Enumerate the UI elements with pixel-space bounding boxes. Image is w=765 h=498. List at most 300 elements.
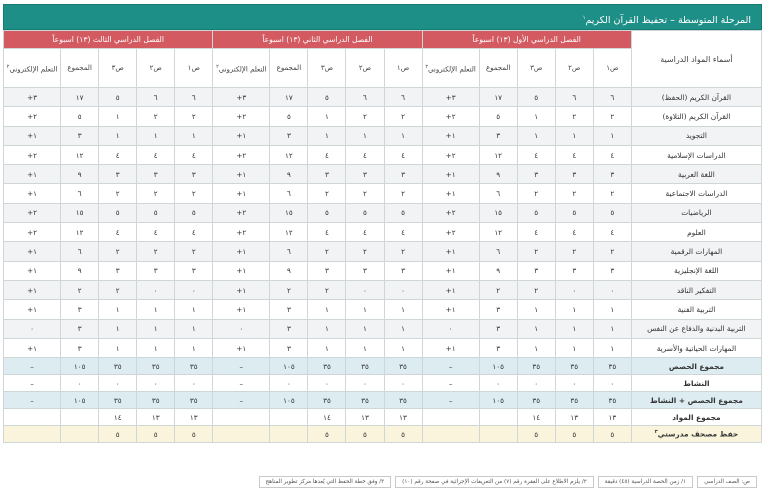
cell-sem1-g3: ٠	[517, 375, 555, 392]
cell-sem3-total: ٩	[61, 261, 99, 280]
cell-sem3-g3: ٠	[99, 375, 137, 392]
subject-row	[4, 319, 762, 338]
col-header-g2: ص٢	[137, 49, 175, 88]
cell-sem1-g3: ٥	[517, 426, 555, 443]
col-header-g1: ص١	[384, 49, 422, 88]
cell-sem1-g3: ٢	[517, 280, 555, 299]
cell-sem3-g2: ٥	[137, 203, 175, 222]
cell-sem1-g1: ٣٥	[593, 392, 631, 409]
cell-sem2-total: ١٠٥	[270, 392, 308, 409]
cell-sem3-g2: ٥	[137, 426, 175, 443]
cell-sem3-elearning: ٢+	[4, 145, 61, 164]
cell-sem2-elearning	[213, 409, 270, 426]
footnote: ٣/ وفق خطة الحفظ التي يُعدها مركز تطوير المناهج	[259, 476, 392, 488]
cell-sem1-total: ٣	[479, 126, 517, 145]
subject-name: القرآن الكريم (التلاوة)	[631, 107, 761, 126]
cell-sem3-g1: ٢	[175, 242, 213, 261]
col-header-elearning	[213, 49, 270, 88]
cell-sem1-g2: ١٣	[555, 409, 593, 426]
cell-sem1-elearning: ١+	[422, 126, 479, 145]
cell-sem3-total: ٣	[61, 319, 99, 338]
cell-sem2-g1: ٣	[384, 165, 422, 184]
col-header-elearning-note: ٢	[216, 63, 219, 70]
cell-sem3-total: ٢	[61, 280, 99, 299]
cell-sem1-total: ٥	[479, 107, 517, 126]
cell-sem1-elearning: ٣+	[422, 88, 479, 107]
cell-sem2-g1: ١	[384, 338, 422, 357]
cell-sem1-g1: ١٣	[593, 409, 631, 426]
cell-sem2-g2: ٦	[346, 88, 384, 107]
cell-sem2-g3: ٣	[308, 261, 346, 280]
cell-sem3-g3: ٣٥	[99, 392, 137, 409]
cell-sem1-g2: ١	[555, 126, 593, 145]
cell-sem3-g2: ٢	[137, 184, 175, 203]
cell-sem2-g2: ٢	[346, 107, 384, 126]
col-header-g2: ص٢	[555, 49, 593, 88]
cell-sem3-g1: ١	[175, 319, 213, 338]
cell-sem2-total: ٠	[270, 375, 308, 392]
totals-row	[4, 409, 762, 426]
cell-sem1-g3: ١	[517, 300, 555, 319]
cell-sem2-g1: ٥	[384, 203, 422, 222]
cell-sem1-elearning: –	[422, 375, 479, 392]
cell-sem1-g3: ٥	[517, 88, 555, 107]
subject-row	[4, 107, 762, 126]
cell-sem2-g2: ٢	[346, 242, 384, 261]
col-header-elearning	[4, 49, 61, 88]
cell-sem2-elearning: ١+	[213, 338, 270, 357]
title-text: المرحلة المتوسطة – تحفيظ القرآن الكريم	[585, 15, 751, 27]
subject-name: القرآن الكريم (الحفظ)	[631, 88, 761, 107]
subject-row	[4, 338, 762, 357]
cell-sem2-g1: ٠	[384, 280, 422, 299]
subject-name: اللغة العربية	[631, 165, 761, 184]
cell-sem2-g3: ١٤	[308, 409, 346, 426]
cell-sem3-g2: ٣٥	[137, 392, 175, 409]
cell-sem2-g2: ١٣	[346, 409, 384, 426]
cell-sem1-total	[479, 426, 517, 443]
cell-sem1-total: ١٢	[479, 145, 517, 164]
cell-sem1-g3: ٣٥	[517, 358, 555, 375]
cell-sem2-g1: ٤	[384, 223, 422, 242]
cell-sem3-g2: ٣	[137, 261, 175, 280]
cell-sem3-g2: ٣٥	[137, 358, 175, 375]
cell-sem2-g3: ٥	[308, 203, 346, 222]
cell-sem2-g1: ١٣	[384, 409, 422, 426]
cell-sem1-g3: ١	[517, 107, 555, 126]
cell-sem1-elearning: ١+	[422, 280, 479, 299]
cell-sem1-elearning: ٢+	[422, 145, 479, 164]
cell-sem1-g3: ٥	[517, 203, 555, 222]
cell-sem1-g2: ٦	[555, 88, 593, 107]
col-header-elearning-note: ٢	[6, 63, 10, 70]
cell-sem1-elearning: ٢+	[422, 223, 479, 242]
cell-sem1-g2: ٤	[555, 145, 593, 164]
cell-sem2-g1: ٣٥	[384, 358, 422, 375]
cell-sem1-g1: ٠	[593, 280, 631, 299]
cell-sem2-g2: ٤	[346, 223, 384, 242]
cell-sem2-g2: ١	[346, 300, 384, 319]
cell-sem1-g1: ٥	[593, 426, 631, 443]
subject-name: الرياضيات	[631, 203, 761, 222]
cell-sem2-g3: ١	[308, 126, 346, 145]
cell-sem1-elearning: ١+	[422, 300, 479, 319]
cell-sem2-g3: ٣٥	[308, 358, 346, 375]
cell-sem2-elearning: ١+	[213, 300, 270, 319]
cell-sem2-elearning: ١+	[213, 184, 270, 203]
subject-name: التربية الفنية	[631, 300, 761, 319]
cell-sem1-g1: ٢	[593, 184, 631, 203]
cell-sem3-g1: ٤	[175, 223, 213, 242]
cell-sem2-total: ٣	[270, 126, 308, 145]
col-header-g2: ص٢	[346, 49, 384, 88]
subject-name: المهارات الرقمية	[631, 242, 761, 261]
col-header-elearning-text: التعلم الإلكتروني	[218, 65, 267, 74]
cell-sem2-elearning: ١+	[213, 165, 270, 184]
subject-name: العلوم	[631, 223, 761, 242]
cell-sem1-elearning: ١+	[422, 184, 479, 203]
col-header-elearning-text: التعلم الإلكتروني	[428, 65, 476, 74]
col-header-g1: ص١	[175, 49, 213, 88]
cell-sem2-total: ٢	[270, 280, 308, 299]
cell-sem2-g2: ١	[346, 319, 384, 338]
cell-sem2-g2: ٣	[346, 165, 384, 184]
cell-sem1-g2: ٠	[555, 280, 593, 299]
semester-1-header: الفصل الدراسي الأول (١٣) اسبوعاً	[422, 31, 631, 49]
cell-sem1-elearning: ٢+	[422, 107, 479, 126]
cell-sem1-total: ٣	[479, 300, 517, 319]
cell-sem3-g3: ٤	[99, 223, 137, 242]
cell-sem2-total: ٩	[270, 165, 308, 184]
cell-sem3-elearning: ١+	[4, 261, 61, 280]
cell-sem2-elearning: ١+	[213, 280, 270, 299]
cell-sem1-total: ٩	[479, 165, 517, 184]
cell-sem1-elearning: ١+	[422, 338, 479, 357]
cell-sem2-elearning: ٢+	[213, 203, 270, 222]
cell-sem3-total: ٥	[61, 107, 99, 126]
footnotes	[255, 476, 757, 488]
cell-sem3-elearning: –	[4, 375, 61, 392]
study-plan-frame	[3, 4, 762, 462]
cell-sem3-elearning	[4, 426, 61, 443]
cell-sem1-g1: ٣	[593, 261, 631, 280]
cell-sem3-g3: ١	[99, 126, 137, 145]
cell-sem1-g2: ٤	[555, 223, 593, 242]
cell-sem3-elearning: ١+	[4, 338, 61, 357]
cell-sem3-elearning: –	[4, 358, 61, 375]
cell-sem1-g1: ١	[593, 338, 631, 357]
cell-sem2-total: ١٢	[270, 223, 308, 242]
cell-sem1-g1: ٢	[593, 242, 631, 261]
cell-sem3-total: ٦	[61, 242, 99, 261]
cell-sem2-g2: ١	[346, 126, 384, 145]
cell-sem1-g3: ١	[517, 126, 555, 145]
subject-name: الدراسات الإسلامية	[631, 145, 761, 164]
cell-sem3-elearning: ١+	[4, 242, 61, 261]
cell-sem2-elearning: –	[213, 392, 270, 409]
cell-sem3-g2: ٠	[137, 280, 175, 299]
cell-sem1-g2: ٢	[555, 184, 593, 203]
cell-sem1-g1: ٥	[593, 203, 631, 222]
cell-sem3-elearning: ٢+	[4, 107, 61, 126]
cell-sem1-g2: ٣٥	[555, 392, 593, 409]
cell-sem3-g3: ٣	[99, 165, 137, 184]
cell-sem2-g3: ٣٥	[308, 392, 346, 409]
cell-sem3-g1: ١	[175, 338, 213, 357]
cell-sem3-g3: ٣	[99, 261, 137, 280]
cell-sem1-g3: ٤	[517, 223, 555, 242]
cell-sem1-g3: ٣	[517, 165, 555, 184]
cell-sem1-elearning: –	[422, 358, 479, 375]
cell-sem2-g2: ٣٥	[346, 358, 384, 375]
col-header-g3: ص٣	[517, 49, 555, 88]
cell-sem3-elearning: ٠	[4, 319, 61, 338]
cell-sem3-g1: ٢	[175, 184, 213, 203]
cell-sem3-total: ٦	[61, 184, 99, 203]
cell-sem3-total: ١٠٥	[61, 392, 99, 409]
cell-sem3-total	[61, 426, 99, 443]
cell-sem2-g3: ٤	[308, 145, 346, 164]
cell-sem2-g3: ٢	[308, 184, 346, 203]
cell-sem1-total: ٢	[479, 280, 517, 299]
cell-sem3-g3: ٥	[99, 88, 137, 107]
cell-sem2-total: ١٧	[270, 88, 308, 107]
cell-sem3-total: ١٧	[61, 88, 99, 107]
totals-row	[4, 375, 762, 392]
cell-sem3-g2: ١	[137, 319, 175, 338]
cell-sem1-total: ٣	[479, 338, 517, 357]
subject-name: اللغة الإنجليزية	[631, 261, 761, 280]
cell-sem3-g3: ٥	[99, 426, 137, 443]
cell-sem1-g2: ١	[555, 319, 593, 338]
page-title	[3, 4, 762, 30]
cell-sem3-g2: ٣	[137, 165, 175, 184]
cell-sem3-elearning: ١+	[4, 300, 61, 319]
subject-name: الدراسات الاجتماعية	[631, 184, 761, 203]
cell-sem3-g2: ١	[137, 338, 175, 357]
cell-sem3-g2: ٢	[137, 107, 175, 126]
cell-sem3-g3: ١	[99, 338, 137, 357]
cell-sem3-g1: ٥	[175, 203, 213, 222]
cell-sem3-g1: ٥	[175, 426, 213, 443]
cell-sem2-elearning: ٣+	[213, 88, 270, 107]
cell-sem2-g2: ٥	[346, 203, 384, 222]
cell-sem3-g1: ٠	[175, 375, 213, 392]
cell-sem3-g3: ١	[99, 107, 137, 126]
subject-row	[4, 88, 762, 107]
cell-sem3-g1: ٢	[175, 107, 213, 126]
cell-sem1-total: ١٠٥	[479, 358, 517, 375]
cell-sem2-total: ١٥	[270, 203, 308, 222]
semester-2-header: الفصل الدراسي الثاني (١٣) اسبوعاً	[213, 31, 422, 49]
cell-sem2-g1: ٤	[384, 145, 422, 164]
cell-sem3-g3: ٢	[99, 184, 137, 203]
cell-sem1-g3: ١٤	[517, 409, 555, 426]
cell-sem3-g1: ١	[175, 126, 213, 145]
cell-sem1-g1: ٠	[593, 375, 631, 392]
cell-sem1-total: ١٢	[479, 223, 517, 242]
cell-sem1-g3: ٢	[517, 242, 555, 261]
cell-sem2-g3: ٤	[308, 223, 346, 242]
cell-sem1-elearning: ٠	[422, 319, 479, 338]
subject-row	[4, 203, 762, 222]
cell-sem3-g1: ١	[175, 300, 213, 319]
cell-sem2-elearning: ١+	[213, 126, 270, 145]
cell-sem2-g1: ٢	[384, 242, 422, 261]
col-header-elearning-text: التعلم الإلكتروني	[9, 65, 58, 74]
cell-sem3-total: ١٢	[61, 223, 99, 242]
cell-sem3-total: ١٢	[61, 145, 99, 164]
cell-sem2-g3: ٣	[308, 165, 346, 184]
cell-sem1-total: ١٥	[479, 203, 517, 222]
cell-sem3-elearning: ٢+	[4, 223, 61, 242]
cell-sem2-elearning: ٢+	[213, 145, 270, 164]
cell-sem3-g1: ٣	[175, 261, 213, 280]
totals-row	[4, 358, 762, 375]
cell-sem3-total: ١٠٥	[61, 358, 99, 375]
cell-sem2-g2: ٥	[346, 426, 384, 443]
cell-sem2-g2: ١	[346, 338, 384, 357]
cell-sem1-elearning: –	[422, 392, 479, 409]
col-header-total: المجموع	[61, 49, 99, 88]
cell-sem1-g3: ٣	[517, 261, 555, 280]
cell-sem3-elearning: ٣+	[4, 88, 61, 107]
cell-sem1-elearning: ١+	[422, 261, 479, 280]
col-header-total: المجموع	[270, 49, 308, 88]
cell-sem1-g2: ١	[555, 300, 593, 319]
cell-sem1-g2: ٠	[555, 375, 593, 392]
cell-sem2-g1: ٥	[384, 426, 422, 443]
cell-sem2-elearning: ١+	[213, 242, 270, 261]
cell-sem3-g3: ٣٥	[99, 358, 137, 375]
cell-sem1-total	[479, 409, 517, 426]
cell-sem3-g2: ٤	[137, 145, 175, 164]
subject-note: ٣	[654, 429, 658, 436]
cell-sem3-elearning: ٢+	[4, 203, 61, 222]
col-header-g3: ص٣	[99, 49, 137, 88]
cell-sem1-g2: ٢	[555, 107, 593, 126]
subject-name: النشاط	[631, 375, 761, 392]
cell-sem1-g3: ٤	[517, 145, 555, 164]
cell-sem2-elearning: ٢+	[213, 107, 270, 126]
cell-sem1-total: ٠	[479, 375, 517, 392]
cell-sem3-total: ٠	[61, 375, 99, 392]
cell-sem2-elearning: ٢+	[213, 223, 270, 242]
cell-sem3-total: ٣	[61, 338, 99, 357]
semester-3-header: الفصل الدراسي الثالث (١٣) اسبوعاً	[4, 31, 213, 49]
cell-sem3-g1: ١٣	[175, 409, 213, 426]
cell-sem1-g2: ٣	[555, 165, 593, 184]
col-header-elearning-note: ٢	[425, 63, 429, 70]
cell-sem1-total: ٦	[479, 184, 517, 203]
cell-sem2-g3: ١	[308, 338, 346, 357]
cell-sem3-g2: ١	[137, 126, 175, 145]
cell-sem3-g2: ٦	[137, 88, 175, 107]
cell-sem2-total: ٥	[270, 107, 308, 126]
cell-sem2-total: ١٢	[270, 145, 308, 164]
cell-sem3-g3: ١٤	[99, 409, 137, 426]
cell-sem3-total: ٩	[61, 165, 99, 184]
cell-sem2-total: ٣	[270, 338, 308, 357]
cell-sem2-g2: ٢	[346, 184, 384, 203]
subject-name: مجموع الحصص	[631, 358, 761, 375]
cell-sem1-g3: ٣٥	[517, 392, 555, 409]
subject-name: مجموع الحصص + النشاط	[631, 392, 761, 409]
cell-sem2-g2: ٠	[346, 280, 384, 299]
cell-sem3-g1: ٣٥	[175, 358, 213, 375]
cell-sem2-total: ٦	[270, 184, 308, 203]
cell-sem2-g1: ٦	[384, 88, 422, 107]
cell-sem2-elearning: –	[213, 358, 270, 375]
cell-sem3-g1: ٠	[175, 280, 213, 299]
cell-sem3-g2: ٤	[137, 223, 175, 242]
subject-name: حفظ مصحف مدرستي$^٣$	[631, 426, 761, 443]
cell-sem2-total: ١٠٥	[270, 358, 308, 375]
cell-sem2-g1: ١	[384, 300, 422, 319]
col-header-g3: ص٣	[308, 49, 346, 88]
cell-sem2-total	[270, 426, 308, 443]
subject-row	[4, 145, 762, 164]
cell-sem1-g2: ٣	[555, 261, 593, 280]
cell-sem3-total: ٣	[61, 300, 99, 319]
cell-sem1-elearning	[422, 426, 479, 443]
cell-sem1-g1: ٦	[593, 88, 631, 107]
cell-sem2-elearning	[213, 426, 270, 443]
subject-name: التربية البدنية والدفاع عن النفس	[631, 319, 761, 338]
totals-row	[4, 426, 762, 443]
cell-sem1-g1: ٢	[593, 107, 631, 126]
cell-sem2-g1: ٢	[384, 107, 422, 126]
cell-sem2-g1: ١	[384, 126, 422, 145]
cell-sem2-g1: ٣٥	[384, 392, 422, 409]
cell-sem1-g1: ١	[593, 126, 631, 145]
cell-sem1-g2: ١	[555, 338, 593, 357]
cell-sem2-total: ٣	[270, 319, 308, 338]
footnote: ٢/ يلزم الاطلاع على الفقرة رقم (٧) من التعريفات الإجرائية في صفحة رقم (١٠)	[395, 476, 594, 488]
subject-row	[4, 300, 762, 319]
cell-sem3-elearning: ١+	[4, 165, 61, 184]
cell-sem2-g2: ٣٥	[346, 392, 384, 409]
cell-sem1-total: ١٧	[479, 88, 517, 107]
cell-sem2-total: ٩	[270, 261, 308, 280]
cell-sem2-g3: ٠	[308, 375, 346, 392]
cell-sem2-g2: ٠	[346, 375, 384, 392]
cell-sem3-g3: ٥	[99, 203, 137, 222]
cell-sem2-total	[270, 409, 308, 426]
cell-sem1-g1: ٤	[593, 223, 631, 242]
title-note: ١	[582, 15, 586, 21]
cell-sem1-elearning: ٢+	[422, 203, 479, 222]
subject-name: التجويد	[631, 126, 761, 145]
cell-sem3-g3: ١	[99, 319, 137, 338]
totals-row	[4, 392, 762, 409]
subject-name: التفكير الناقد	[631, 280, 761, 299]
cell-sem1-total: ١٠٥	[479, 392, 517, 409]
cell-sem2-g3: ٢	[308, 280, 346, 299]
cell-sem3-elearning: ١+	[4, 126, 61, 145]
cell-sem3-g2: ١٣	[137, 409, 175, 426]
cell-sem3-elearning: ١+	[4, 280, 61, 299]
cell-sem1-g1: ١	[593, 319, 631, 338]
cell-sem1-g2: ٥	[555, 203, 593, 222]
cell-sem3-g1: ٣٥	[175, 392, 213, 409]
cell-sem2-g2: ٤	[346, 145, 384, 164]
subject-row	[4, 261, 762, 280]
footnote: ص: الصف الدراسي	[697, 476, 757, 488]
cell-sem1-g2: ٣٥	[555, 358, 593, 375]
cell-sem1-g2: ٢	[555, 242, 593, 261]
cell-sem1-g1: ٣٥	[593, 358, 631, 375]
